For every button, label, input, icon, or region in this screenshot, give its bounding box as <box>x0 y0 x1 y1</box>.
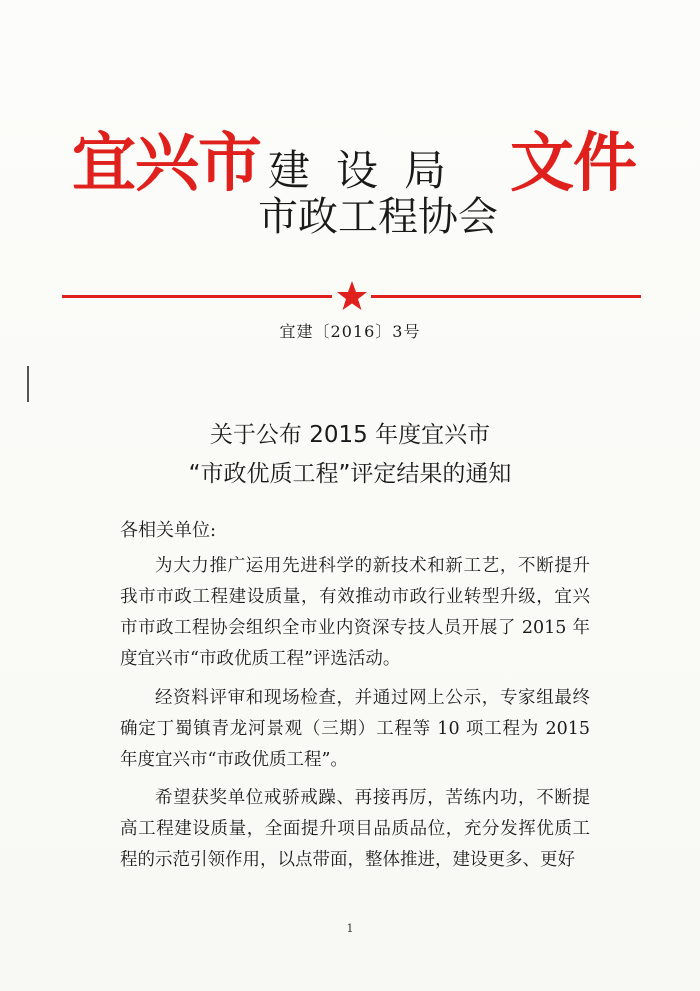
document-number: 宜建〔2016〕3号 <box>279 322 421 341</box>
letterhead-doc-type: 文件 <box>510 127 636 201</box>
scan-artifact <box>27 366 29 402</box>
letterhead-department-1: 建设局 <box>268 146 473 195</box>
letterhead-department-2: 市政工程协会 <box>258 194 498 240</box>
paragraph-2: 经资料评审和现场检查，并通过网上公示，专家组最终确定丁蜀镇青龙河景观（三期）工程等 10 项工程为 2015 年度宜兴市“市政优质工程”。 <box>120 688 590 770</box>
title-line-2: “市政优质工程”评定结果的通知 <box>188 461 512 487</box>
paragraph-1: 为大力推广运用先进科学的新技术和新工艺，不断提升我市市政工程建设质量，有效推动市政行业转型升级，宜兴市市政工程协会组织全市业内资深专技人员开展了 2015 年度宜兴市“市政优质工程”评选活动。 <box>120 556 590 669</box>
page-number: 1 <box>346 922 354 935</box>
salutation: 各相关单位: <box>120 520 217 541</box>
red-rule-left <box>62 295 332 298</box>
red-star-icon <box>336 280 368 312</box>
red-rule-right <box>371 295 641 298</box>
paragraph-3: 希望获奖单位戒骄戒躁、再接再厉，苦练内功，不断提高工程建设质量，全面提升项目品质品位，充分发挥优质工程的示范引领作用，以点带面，整体推进，建设更多、更好 <box>120 788 590 870</box>
letterhead-city: 宜兴市 <box>72 127 261 201</box>
title-line-1: 关于公布 2015 年度宜兴市 <box>209 422 491 448</box>
